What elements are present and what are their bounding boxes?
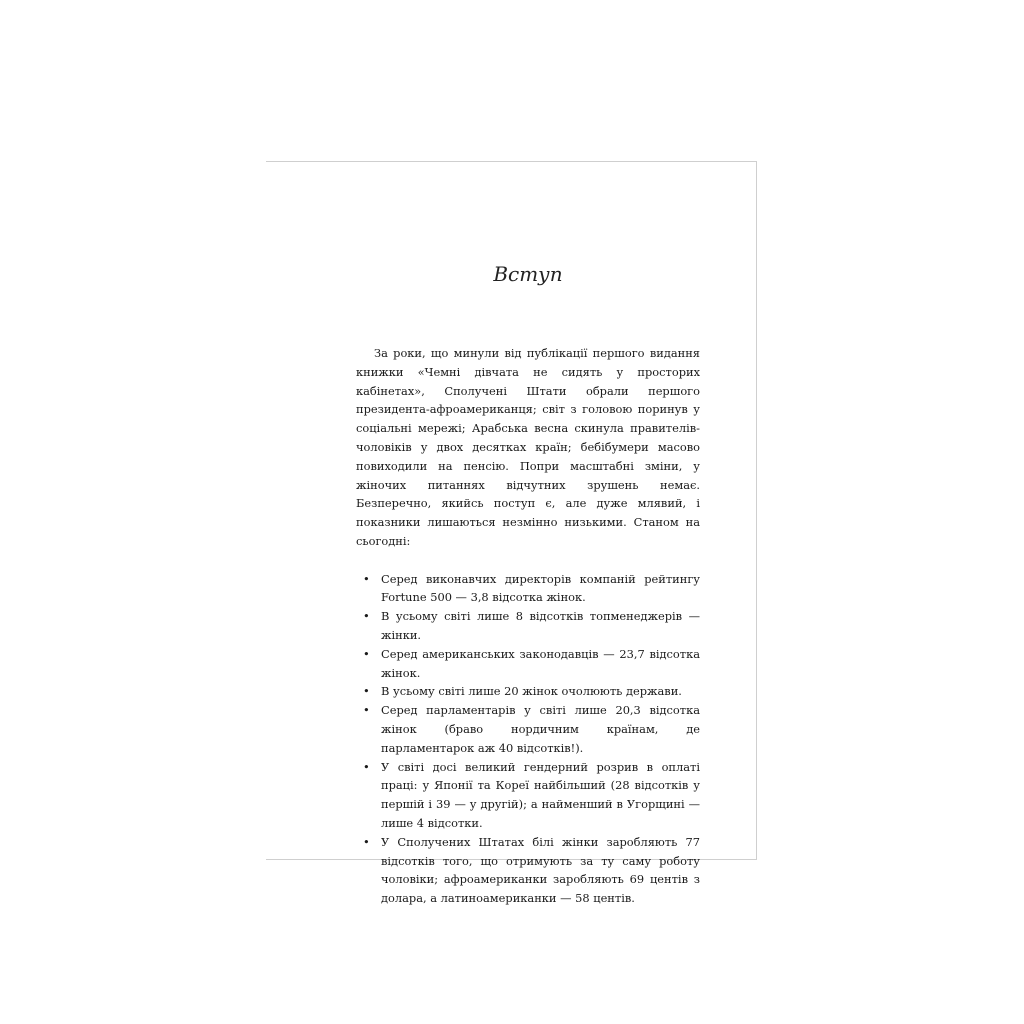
statistics-list-item (356, 833, 700, 908)
statistics-list-item (356, 570, 700, 608)
bullet: • (363, 703, 370, 718)
statistics-list-item (356, 701, 700, 757)
statistics-item-text: В усьому світі лише 8 відсотків топменеджерів — жінки. (381, 609, 700, 642)
statistics-list (356, 570, 700, 908)
statistics-list-item (356, 682, 700, 701)
statistics-item-text: У світі досі великий гендерний розрив в оплаті праці: у Японії та Кореї найбільший (28 відсотків у першій і 39 — у другій); а найменший в Угорщині — лише 4 відсотки. (381, 759, 700, 830)
statistics-list-item (356, 607, 700, 645)
statistics-item-text: У Сполучених Штатах білі жінки заробляють 77 відсотків того, що отримують за ту саму роботу чоловіки; афроамериканки заробляють 69 центів з долара, а латиноамериканки — 58 центів. (381, 834, 700, 906)
chapter-title: Вступ (493, 262, 563, 286)
statistics-item-text: Серед виконавчих директорів компаній рейтингу Fortune 500 — 3,8 відсотка жінок. (381, 571, 700, 605)
bullet: • (363, 759, 370, 774)
statistics-list-item (356, 645, 700, 683)
statistics-item-text: Серед американських законодавців — 23,7 відсотка жінок. (381, 646, 700, 680)
statistics-item-text: Серед парламентарів у світі лише 20,3 відсотка жінок (браво нордичним країнам, де парламентарок аж 40 відсотків!). (381, 703, 700, 755)
statistics-list-item (356, 758, 700, 833)
intro-paragraph: За роки, що минули від публікації першого видання книжки «Чемні дівчата не сидять у просторих кабінетах», Сполучені Штати обрали першого президента-афроамериканця; світ з головою поринув у соціальні мережі; Арабська весна скинула правителів-чоловіків у двох десятках країн; бебібумери масово повиходили на пенсію. Попри масштабні зміни, у жіночих питаннях відчутних зрушень немає. Безперечно, якийсь поступ є, але дуже млявий, і показники лишаються незмінно низькими. Станом на сьогодні: (356, 346, 700, 548)
bullet: • (363, 834, 370, 849)
bullet: • (363, 571, 370, 586)
bullet: • (363, 646, 370, 661)
statistics-item-text: В усьому світі лише 20 жінок очолюють держави. (381, 684, 682, 699)
bullet: • (363, 684, 370, 699)
body-text (356, 344, 700, 908)
bullet: • (363, 609, 370, 624)
